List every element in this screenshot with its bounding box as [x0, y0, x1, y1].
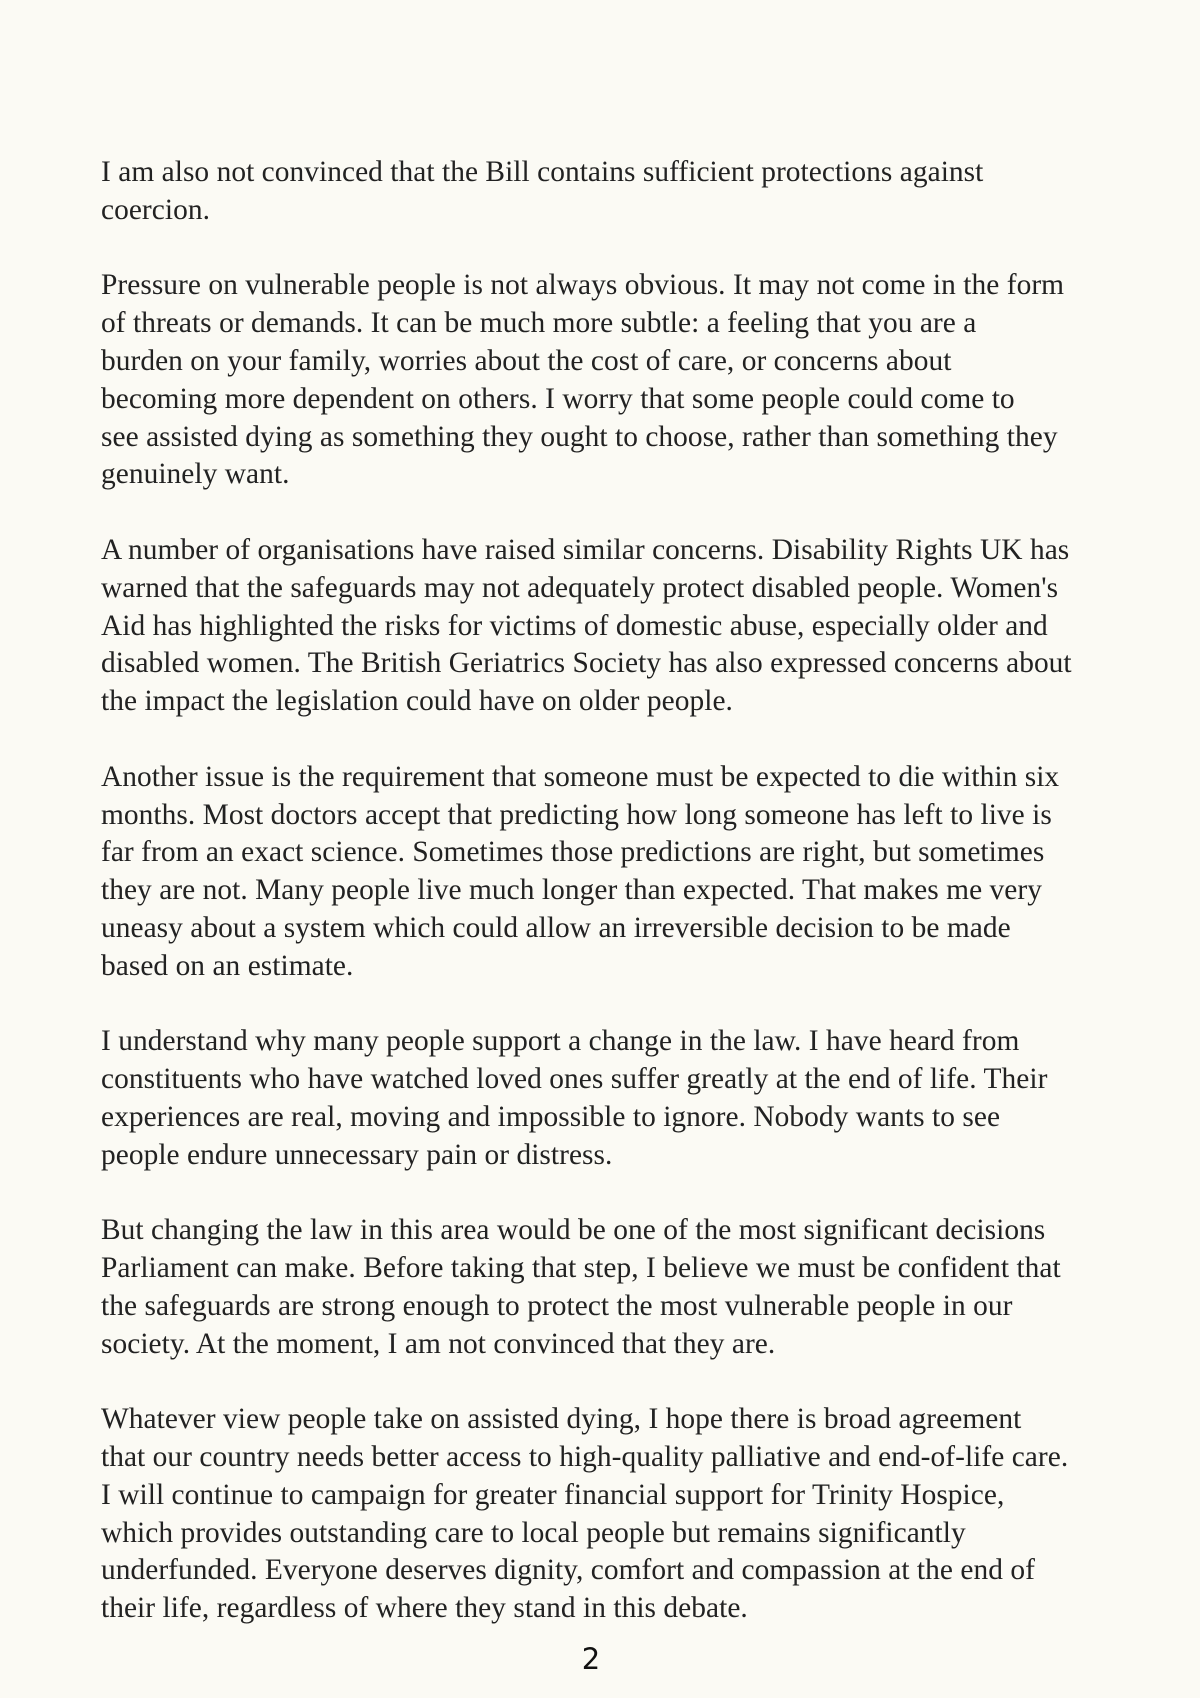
paragraph-organisation-concerns: A number of organisations have raised similar concerns. Disability Rights UK has warned that the safeguards may not adequately protect disabled people. Women's Aid has highlighted the risks for victims of domestic abuse, especially older and disabled women. The British Geriatrics Society has also expressed concerns about the impact the legislation could have on older people. — [101, 533, 1072, 718]
paragraph-coercion-protections: I am also not convinced that the Bill contains sufficient protections against coercion. — [101, 156, 984, 226]
paragraph-pressure-on-vulnerable-people: Pressure on vulnerable people is not always obvious. It may not come in the form of threats or demands. It can be much more subtle: a feeling that you are a burden on your family, worries about the cost of care, or concerns about becoming more dependent on others. I worry that some people could come to see assisted dying as something they ought to choose, rather than something they genuinely want. — [101, 269, 1065, 491]
paragraph-significance-of-law-change: But changing the law in this area would be one of the most significant decisions Parliament can make. Before taking that step, I believe we must be confident that the safeguards are strong enough to protect the most vulnerable people in our society. At the moment, I am not convinced that they are. — [101, 1214, 1061, 1360]
paragraph-six-month-requirement: Another issue is the requirement that someone must be expected to die within six months. Most doctors accept that predicting how long someone has left to live is far from an exact science. Sometimes those predictions are right, but sometimes they are not. Many people live much longer than expected. That makes me very uneasy about a system which could allow an irreversible decision to be made based on an estimate. — [101, 760, 1060, 982]
page-number: 2 — [581, 1642, 601, 1676]
paragraph-support-for-change: I understand why many people support a change in the law. I have heard from constituents who have watched loved ones suffer greatly at the end of life. Their experiences are real, moving and impossible to ignore. Nobody wants to see people endure unnecessary pain or distress. — [101, 1025, 1048, 1171]
paragraph-palliative-care: Whatever view people take on assisted dying, I hope there is broad agreement that our country needs better access to high-quality palliative and end-of-life care. I will continue to campaign for greater financial support for Trinity Hospice, which provides outstanding care to local people but remains significantly underfunded. Everyone deserves dignity, comfort and compassion at the end of their life, regardless of where they stand in this debate. — [101, 1403, 1069, 1625]
letter-body — [101, 154, 1136, 1628]
